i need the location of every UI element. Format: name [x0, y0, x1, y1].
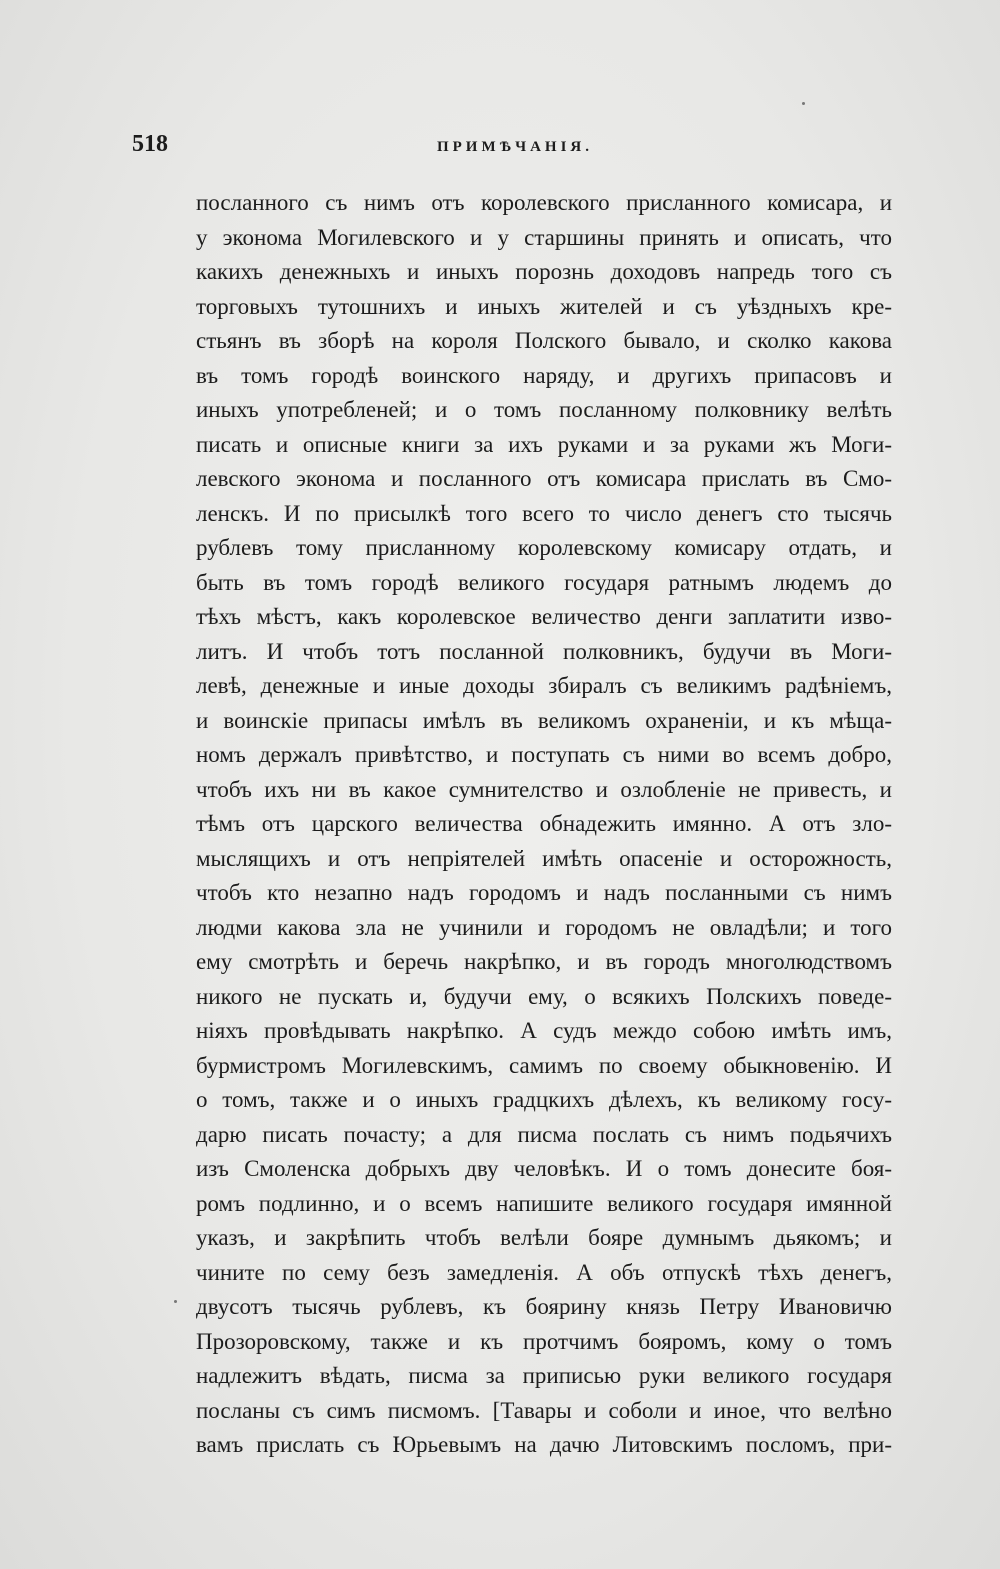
text-line: чтобъ ихъ ни въ какое сумнителство и озлобленіе не привесть, и: [196, 776, 892, 802]
body-text: [196, 186, 892, 1463]
text-line: у эконома Могилевского и у старшины принять и описать, что: [196, 224, 892, 250]
text-line: никого не пускать и, будучи ему, о всякихъ Полскихъ поведе-: [196, 983, 892, 1009]
text-line: тѣмъ отъ царского величества обнадежить имянно. А отъ зло-: [196, 811, 892, 836]
text-line: мыслящихъ и отъ непріятелей имѣть опасеніе и осторожность,: [196, 845, 892, 871]
text-line: посланного съ нимъ отъ королевского присланного комисара, и: [196, 190, 892, 215]
text-line: тѣхъ мѣстъ, какъ королевское величество денги заплатити изво-: [196, 604, 892, 629]
text-line: бурмистромъ Могилевскимъ, самимъ по своему обыкновенію. И: [196, 1052, 892, 1078]
text-line: стьянъ въ зборѣ на короля Полского бывало, и сколко какова: [196, 328, 892, 353]
text-line: и воинскіе припасы имѣлъ въ великомъ охраненіи, и къ мѣща-: [196, 707, 892, 733]
text-line: какихъ денежныхъ и иныхъ порознь доходовъ напредь того съ: [196, 259, 892, 284]
text-line: иныхъ употребленей; и о томъ посланному полковнику велѣть: [196, 397, 892, 422]
text-line: ромъ подлинно, и о всемъ напишите великого государя имянной: [196, 1190, 892, 1216]
text-line: людми какова зла не учинили и городомъ не овладѣли; и того: [196, 914, 892, 940]
text-line: ему смотрѣть и беречь накрѣпко, и въ городъ многолюдствомъ: [196, 949, 892, 974]
paper-speck: [174, 1300, 177, 1303]
text-line: о томъ, также и о иныхъ градцкихъ дѣлехъ, къ великому госу-: [196, 1087, 892, 1112]
text-line: номъ держалъ привѣтство, и поступать съ ними во всемъ добро,: [196, 742, 892, 767]
text-line: левѣ, денежные и иные доходы збиралъ съ великимъ радѣніемъ,: [196, 673, 892, 698]
text-line: двусотъ тысячь рублевъ, къ боярину князь Петру Ивановичю: [196, 1294, 892, 1319]
text-line: ленскъ. И по присылкѣ того всего то число денегъ сто тысячь: [196, 500, 892, 526]
text-line: указъ, и закрѣпить чтобъ велѣли бояре думнымъ дьякомъ; и: [196, 1225, 892, 1250]
text-line: въ томъ городѣ воинского наряду, и другихъ припасовъ и: [196, 362, 892, 388]
text-line: вамъ прислать съ Юрьевымъ на дачю Литовскимъ посломъ, при-: [196, 1432, 892, 1457]
paper-speck: [802, 102, 805, 105]
text-line: торговыхъ тутошнихъ и иныхъ жителей и съ уѣздныхъ кре-: [196, 293, 892, 319]
text-line: изъ Смоленска добрыхъ дву человѣкъ. И о томъ донесите боя-: [196, 1156, 892, 1181]
text-line: быть въ томъ городѣ великого государя ратнымъ людемъ до: [196, 569, 892, 595]
text-line: ніяхъ провѣдывать накрѣпко. А судъ междо собою имѣть имъ,: [196, 1018, 892, 1043]
text-line: писать и описные книги за ихъ руками и за руками жъ Моги-: [196, 431, 892, 457]
page-number: 518: [132, 131, 168, 157]
text-line: рублевъ тому присланному королевскому комисару отдать, и: [196, 535, 892, 560]
text-line: чтобъ кто незапно надъ городомъ и надъ посланными съ нимъ: [196, 880, 892, 905]
running-head: ПРИМѢЧАНІЯ.: [436, 139, 594, 155]
text-line: дарю писать почасту; а для писма послать съ нимъ подьячихъ: [196, 1121, 892, 1147]
text-line: надлежитъ вѣдать, писма за приписью руки великого государя: [196, 1363, 892, 1388]
text-line: посланы съ симъ писмомъ. [Тавары и соболи и иное, что велѣно: [196, 1397, 892, 1423]
text-line: литъ. И чтобъ тотъ посланной полковникъ, будучи въ Моги-: [196, 638, 892, 664]
text-line: Прозоровскому, также и къ протчимъ бояромъ, кому о томъ: [196, 1328, 892, 1354]
text-line: чините по сему безъ замедленія. А объ отпускѣ тѣхъ денегъ,: [196, 1259, 892, 1285]
text-line: левского эконома и посланного отъ комисара прислать въ Смо-: [196, 466, 892, 491]
